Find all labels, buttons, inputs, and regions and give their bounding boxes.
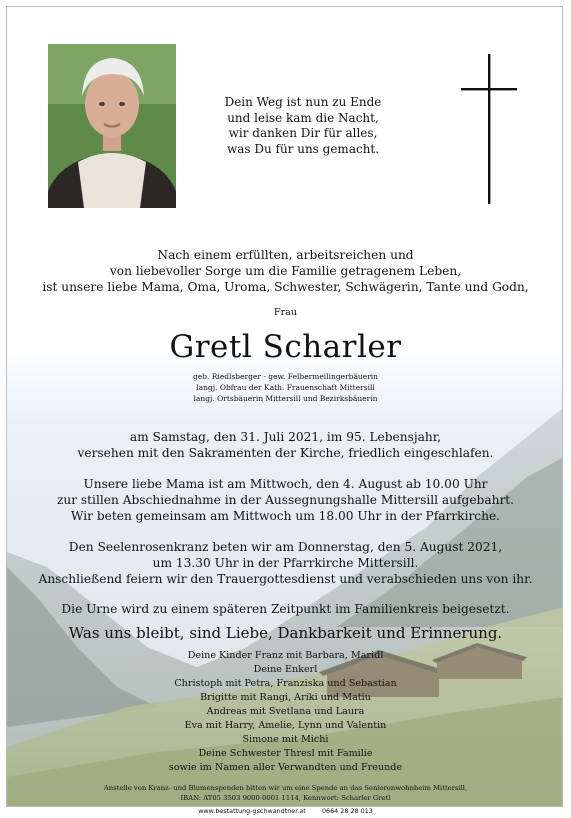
farewell-line-1: Unsere liebe Mama ist am Mittwoch, den 4. August ab 10.00 Uhr bbox=[83, 477, 488, 491]
mourner-line-3: Christoph mit Petra, Franziska und Sebastian bbox=[174, 678, 397, 689]
verse-line-3: wir danken Dir für alles, bbox=[228, 126, 378, 140]
death-line-1: am Samstag, den 31. Juli 2021, im 95. Lebensjahr, bbox=[129, 430, 442, 444]
mourner-line-8: Deine Schwester Thresl mit Familie bbox=[198, 748, 373, 759]
verse-line-2: und leise kam die Nacht, bbox=[227, 110, 379, 125]
deceased-name: Gretl Scharler bbox=[169, 329, 402, 365]
mourner-line-1: Deine Kinder Franz mit Barbara, Maridl bbox=[187, 650, 384, 661]
verse-line-4: was Du für uns gemacht. bbox=[226, 141, 380, 156]
verse-line-1: Dein Weg ist nun zu Ende bbox=[224, 95, 382, 109]
urn-notice: Die Urne wird zu einem späteren Zeitpunkt im Familienkreis beigesetzt. bbox=[61, 602, 510, 616]
mourner-line-6: Eva mit Harry, Amelie, Lynn und Valentin bbox=[184, 720, 387, 731]
mourner-line-2: Deine Enkerl bbox=[253, 664, 318, 675]
intro-line-1: Nach einem erfüllten, arbeitsreichen und bbox=[157, 248, 414, 262]
donation-line-1: Anstelle von Kranz- und Blumenspenden bitten wir um eine Spende an das Seniorenwohnheim Mittersill, bbox=[103, 784, 468, 792]
mourner-line-4: Brigitte mit Rangi, Ariki und Matiu bbox=[200, 692, 371, 703]
motto: Was uns bleibt, sind Liebe, Dankbarkeit und Erinnerung. bbox=[68, 624, 503, 642]
funeral-line-2: um 13.30 Uhr in der Pfarrkirche Mittersill. bbox=[152, 556, 419, 570]
salutation: Frau bbox=[273, 307, 298, 318]
parte-card bbox=[6, 6, 563, 807]
detail-line-2: langj. Obfrau der Kath. Frauenschaft Mittersill bbox=[196, 383, 375, 392]
funeral-line-3: Anschließend feiern wir den Trauergottesdienst und verabschieden uns von ihr. bbox=[38, 572, 533, 586]
farewell-line-3: Wir beten gemeinsam am Mittwoch um 18.00 Uhr in der Pfarrkirche. bbox=[70, 509, 501, 523]
intro-line-2: von liebevoller Sorge um die Familie getragenem Leben, bbox=[109, 264, 462, 278]
farewell-line-2: zur stillen Abschiednahme in der Aussegnungshalle Mittersill aufgebahrt. bbox=[56, 493, 515, 507]
footer-contact: www.bestattung-gschwandtner.at 0664 28 28 013 bbox=[198, 807, 373, 815]
detail-line-1: geb. Riedlsberger - gew. Felbermeilingerbäuerin bbox=[192, 372, 379, 381]
donation-line-2: IBAN: AT05 3503 9000 0001 1114, Kennwort: Scharler Gretl bbox=[180, 794, 391, 802]
detail-line-3: langj. Ortsbäuerin Mittersill und Bezirksbäuerin bbox=[193, 394, 378, 403]
death-line-2: versehen mit den Sakramenten der Kirche, friedlich eingeschlafen. bbox=[77, 446, 494, 460]
portrait-image bbox=[48, 44, 176, 208]
mourner-line-5: Andreas mit Svetlana und Laura bbox=[206, 706, 365, 717]
intro-line-3: ist unsere liebe Mama, Oma, Uroma, Schwester, Schwägerin, Tante und Godn, bbox=[42, 280, 529, 294]
cross-icon bbox=[461, 54, 517, 204]
mourner-line-9: sowie im Namen aller Verwandten und Freunde bbox=[168, 762, 403, 773]
portrait-photo bbox=[48, 44, 176, 208]
funeral-line-1: Den Seelenrosenkranz beten wir am Donnerstag, den 5. August 2021, bbox=[68, 540, 503, 554]
mourner-line-7: Simone mit Michi bbox=[242, 734, 329, 745]
